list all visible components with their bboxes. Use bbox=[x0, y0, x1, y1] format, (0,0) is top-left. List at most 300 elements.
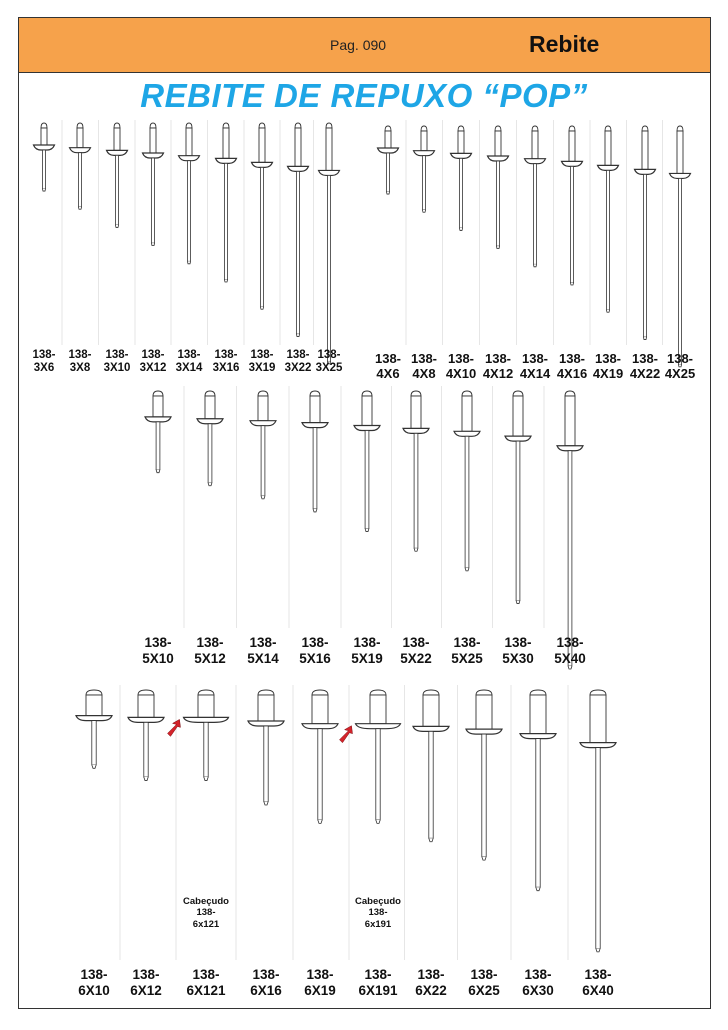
rivet-tip bbox=[151, 243, 154, 246]
rivet-code bbox=[64, 967, 124, 998]
rivet-flange bbox=[252, 162, 273, 167]
rivet-mandrel bbox=[606, 170, 609, 309]
rivet-flange bbox=[107, 150, 128, 155]
rivet-code bbox=[540, 635, 600, 666]
code-prefix: 138- bbox=[402, 635, 430, 650]
rivet-flange bbox=[76, 716, 112, 721]
rivet-6x40 bbox=[580, 690, 616, 952]
rivet-cap bbox=[462, 391, 472, 396]
rivet-tip bbox=[496, 246, 499, 249]
code-size: 5X12 bbox=[194, 650, 226, 666]
code-size: 3X19 bbox=[248, 362, 276, 375]
rivet-code bbox=[176, 967, 236, 998]
rivet-tip bbox=[422, 210, 425, 213]
rivet-tip bbox=[264, 802, 268, 806]
code-size: 3X12 bbox=[139, 362, 167, 375]
rivet-3x14 bbox=[179, 123, 200, 264]
code-prefix: 138- bbox=[177, 349, 201, 361]
code-prefix: 138- bbox=[286, 349, 310, 361]
rivet-tip bbox=[414, 548, 418, 551]
rivet-sleeve bbox=[186, 128, 192, 156]
rivet-sleeve bbox=[590, 695, 606, 743]
rivet-6x30 bbox=[520, 690, 556, 891]
rivet-mandrel bbox=[208, 424, 212, 483]
rivet-sleeve bbox=[642, 131, 648, 169]
rivet-4x12 bbox=[488, 126, 509, 249]
code-size: 6X191 bbox=[358, 982, 398, 998]
rivet-code bbox=[236, 967, 296, 998]
rivet-mandrel bbox=[422, 156, 425, 210]
rivet-tip bbox=[261, 496, 265, 499]
rivet-6x121 bbox=[184, 690, 229, 781]
rivet-mandrel bbox=[261, 426, 265, 496]
rivet-tip bbox=[318, 820, 322, 824]
rivet-mandrel bbox=[414, 433, 418, 548]
rivet-cap bbox=[423, 690, 439, 695]
rivet-5x10 bbox=[145, 391, 171, 473]
rivet-5x16 bbox=[302, 391, 328, 512]
rivet-flange bbox=[288, 166, 309, 171]
rivet-tip bbox=[386, 192, 389, 195]
rivet-3x8 bbox=[70, 123, 91, 209]
code-prefix: 138- bbox=[192, 967, 220, 982]
rivet-cap bbox=[362, 391, 372, 396]
rivet-sleeve bbox=[258, 396, 268, 421]
code-size: 3X6 bbox=[33, 362, 55, 375]
rivet-sleeve bbox=[385, 131, 391, 148]
rivet-5x14 bbox=[250, 391, 276, 499]
rivet-tip bbox=[260, 307, 263, 310]
section-title: Rebite bbox=[529, 31, 600, 57]
code-prefix: 138- bbox=[249, 635, 277, 650]
rivet-tip bbox=[208, 483, 212, 486]
code-size: 4X12 bbox=[482, 365, 514, 381]
code-prefix: 138- bbox=[558, 351, 586, 366]
rivet-cap bbox=[513, 391, 523, 396]
code-size: 6X30 bbox=[522, 982, 554, 998]
rivet-mandrel bbox=[78, 153, 81, 207]
rivet-mandrel bbox=[42, 150, 45, 189]
rivet-tip bbox=[115, 225, 118, 228]
rivet-6x16 bbox=[248, 690, 284, 805]
rivet-tip bbox=[459, 228, 462, 231]
rivet-6x10 bbox=[76, 690, 112, 768]
code-size: 3X16 bbox=[212, 362, 240, 375]
note-line: 138- bbox=[196, 907, 216, 919]
rivet-5x12 bbox=[197, 391, 223, 486]
rivet-flange bbox=[562, 161, 583, 166]
rivet-code bbox=[116, 967, 176, 998]
rivet-5x40 bbox=[557, 391, 583, 669]
code-prefix: 138- bbox=[504, 635, 532, 650]
note-line: 6x121 bbox=[192, 918, 220, 930]
code-size: 5X30 bbox=[502, 650, 534, 666]
rivet-3x10 bbox=[107, 123, 128, 227]
rivet-sleeve bbox=[462, 396, 472, 431]
rivet-mandrel bbox=[204, 722, 208, 777]
rivet-cap bbox=[138, 690, 154, 695]
rivet-flange bbox=[197, 419, 223, 424]
rivet-4x14 bbox=[525, 126, 546, 267]
rivet-3x22 bbox=[288, 123, 309, 337]
rivet-mandrel bbox=[151, 158, 154, 243]
code-prefix: 138- bbox=[252, 967, 280, 982]
code-prefix: 138- bbox=[666, 351, 694, 366]
rivet-6x191 bbox=[356, 690, 401, 823]
rivet-tip bbox=[376, 820, 380, 824]
rivet-4x25 bbox=[670, 126, 691, 367]
rivet-cap bbox=[458, 126, 464, 131]
big-head-note bbox=[171, 896, 241, 930]
code-prefix: 138- bbox=[353, 635, 381, 650]
rivet-code bbox=[290, 967, 350, 998]
code-size: 4X16 bbox=[556, 365, 588, 381]
rivet-sleeve bbox=[153, 396, 163, 417]
rivet-flange bbox=[70, 148, 91, 153]
rivet-mandrel bbox=[115, 155, 118, 225]
rivet-mandrel bbox=[376, 729, 380, 820]
code-size: 3X8 bbox=[69, 362, 91, 375]
rivet-flange bbox=[250, 421, 276, 426]
rivet-sleeve bbox=[476, 695, 492, 729]
rivet-flange bbox=[378, 148, 399, 153]
rivet-mandrel bbox=[596, 748, 600, 949]
code-prefix: 138- bbox=[470, 967, 498, 982]
rivet-cap bbox=[495, 126, 501, 131]
code-prefix: 138- bbox=[584, 967, 612, 982]
rivet-cap bbox=[565, 391, 575, 396]
rivet-cap bbox=[385, 126, 391, 131]
code-size: 6X25 bbox=[468, 982, 500, 998]
rivet-cap bbox=[532, 126, 538, 131]
rivet-flange bbox=[179, 156, 200, 161]
rivet-flange bbox=[403, 428, 429, 433]
rivet-mandrel bbox=[386, 153, 389, 192]
code-size: 3X14 bbox=[175, 362, 203, 375]
rivet-tip bbox=[516, 601, 520, 604]
rivet-5x30 bbox=[505, 391, 531, 604]
code-prefix: 138- bbox=[521, 351, 549, 366]
rivet-sleeve bbox=[421, 131, 427, 151]
code-size: 5X10 bbox=[142, 650, 174, 666]
rivet-cap bbox=[86, 690, 102, 695]
rivet-4x19 bbox=[598, 126, 619, 312]
rivet-mandrel bbox=[327, 175, 330, 361]
code-size: 5X40 bbox=[554, 650, 586, 666]
rivet-sleeve bbox=[458, 131, 464, 153]
rivet-cap bbox=[569, 126, 575, 131]
code-size: 6X121 bbox=[186, 982, 226, 998]
rivet-flange bbox=[216, 158, 237, 163]
rivet-flange bbox=[451, 153, 472, 158]
code-size: 5X16 bbox=[299, 650, 331, 666]
rivet-4x10 bbox=[451, 126, 472, 230]
code-prefix: 138- bbox=[32, 349, 56, 361]
rivet-cap bbox=[186, 123, 192, 128]
rivet-4x22 bbox=[635, 126, 656, 340]
rivet-4x6 bbox=[378, 126, 399, 194]
rivet-flange bbox=[520, 734, 556, 739]
code-size: 6X12 bbox=[130, 982, 162, 998]
rivet-sleeve bbox=[312, 695, 328, 724]
rivet-cap bbox=[411, 391, 421, 396]
rivet-mandrel bbox=[496, 161, 499, 246]
code-prefix: 138- bbox=[374, 351, 402, 366]
code-prefix: 138- bbox=[556, 635, 584, 650]
code-prefix: 138- bbox=[410, 351, 438, 366]
rivet-code bbox=[401, 967, 461, 998]
rivet-tip bbox=[533, 264, 536, 267]
rivet-3x16 bbox=[216, 123, 237, 282]
rivet-code bbox=[348, 967, 408, 998]
code-size: 4X14 bbox=[519, 365, 551, 381]
rivet-sleeve bbox=[423, 695, 439, 726]
note-line: Cabeçudo bbox=[355, 896, 401, 907]
rivet-3x6 bbox=[34, 123, 55, 191]
rivet-mandrel bbox=[465, 436, 469, 568]
rivet-sleeve bbox=[86, 695, 102, 716]
rivet-flange bbox=[505, 436, 531, 441]
rivet-flange bbox=[557, 446, 583, 451]
rivet-mandrel bbox=[187, 161, 190, 262]
code-size: 4X10 bbox=[445, 365, 477, 381]
rivet-cap bbox=[150, 123, 156, 128]
code-size: 5X22 bbox=[400, 650, 432, 666]
rivet-tip bbox=[296, 334, 299, 337]
rivet-cap bbox=[259, 123, 265, 128]
rivet-tip bbox=[570, 282, 573, 285]
rivet-sleeve bbox=[150, 128, 156, 153]
rivet-tip bbox=[92, 765, 96, 769]
code-prefix: 138- bbox=[594, 351, 622, 366]
rivet-cap bbox=[41, 123, 47, 128]
rivet-flange bbox=[34, 145, 55, 150]
rivet-tip bbox=[606, 310, 609, 313]
rivet-code bbox=[508, 967, 568, 998]
rivet-cap bbox=[530, 690, 546, 695]
rivet-5x19 bbox=[354, 391, 380, 532]
rivet-mandrel bbox=[429, 731, 433, 838]
rivet-sleeve bbox=[605, 131, 611, 165]
rivet-cap bbox=[312, 690, 328, 695]
rivet-mandrel bbox=[318, 729, 322, 820]
rivet-6x25 bbox=[466, 690, 502, 860]
rivet-flange bbox=[145, 417, 171, 422]
rivet-cap bbox=[153, 391, 163, 396]
note-line: 138- bbox=[368, 907, 388, 919]
note-line: 6x191 bbox=[364, 918, 392, 930]
code-size: 6X40 bbox=[582, 982, 614, 998]
rivet-cap bbox=[77, 123, 83, 128]
code-prefix: 138- bbox=[453, 635, 481, 650]
rivet-6x22 bbox=[413, 690, 449, 842]
code-size: 3X10 bbox=[103, 362, 131, 375]
rivet-mandrel bbox=[536, 739, 540, 888]
rivet-mandrel bbox=[570, 166, 573, 282]
rivet-6x12 bbox=[128, 690, 164, 781]
rivet-cap bbox=[590, 690, 606, 695]
rivet-cap bbox=[258, 690, 274, 695]
rivet-sleeve bbox=[259, 128, 265, 162]
rivet-mandrel bbox=[482, 734, 486, 857]
rivet-4x8 bbox=[414, 126, 435, 212]
rivet-sleeve bbox=[677, 131, 683, 173]
rivet-tip bbox=[204, 777, 208, 781]
rivet-tip bbox=[187, 261, 190, 264]
rivet-mandrel bbox=[678, 178, 681, 364]
code-size: 3X25 bbox=[315, 362, 343, 375]
rivet-mandrel bbox=[313, 428, 317, 509]
rivet-tip bbox=[482, 857, 486, 861]
rivet-sleeve bbox=[258, 695, 274, 721]
rivet-mandrel bbox=[533, 164, 536, 265]
code-prefix: 138- bbox=[80, 967, 108, 982]
rivet-sleeve bbox=[138, 695, 154, 717]
rivet-flange bbox=[143, 153, 164, 158]
rivet-cap bbox=[295, 123, 301, 128]
note-line: Cabeçudo bbox=[183, 896, 229, 907]
rivet-flange bbox=[670, 173, 691, 178]
rivet-tip bbox=[78, 207, 81, 210]
rivet-flange bbox=[128, 717, 164, 722]
code-size: 6X19 bbox=[304, 982, 336, 998]
rivet-cap bbox=[258, 391, 268, 396]
rivet-3x25 bbox=[319, 123, 340, 364]
code-prefix: 138- bbox=[105, 349, 129, 361]
rivet-mandrel bbox=[568, 451, 572, 666]
rivet-flange bbox=[354, 426, 380, 431]
rivet-sleeve bbox=[411, 396, 421, 428]
rivet-cap bbox=[198, 690, 214, 695]
rivet-sleeve bbox=[295, 128, 301, 166]
rivet-6x19 bbox=[302, 690, 338, 823]
rivet-mandrel bbox=[459, 158, 462, 228]
rivet-cap bbox=[677, 126, 683, 131]
code-prefix: 138- bbox=[141, 349, 165, 361]
rivet-sleeve bbox=[223, 128, 229, 158]
rivet-code bbox=[568, 967, 628, 998]
rivet-flange bbox=[598, 165, 619, 170]
rivet-flange bbox=[302, 724, 338, 729]
rivet-tip bbox=[568, 666, 572, 669]
rivet-5x25 bbox=[454, 391, 480, 571]
code-size: 6X22 bbox=[415, 982, 447, 998]
rivet-sleeve bbox=[569, 131, 575, 161]
rivet-cap bbox=[605, 126, 611, 131]
rivet-flange bbox=[414, 151, 435, 156]
code-prefix: 138- bbox=[364, 967, 392, 982]
rivet-mandrel bbox=[224, 163, 227, 279]
rivet-flange bbox=[488, 156, 509, 161]
rivet-tip bbox=[643, 337, 646, 340]
rivet-sleeve bbox=[532, 131, 538, 159]
code-prefix: 138- bbox=[631, 351, 659, 366]
code-prefix: 138- bbox=[214, 349, 238, 361]
rivet-sleeve bbox=[205, 396, 215, 419]
rivet-flange bbox=[413, 726, 449, 731]
rivet-code bbox=[233, 635, 293, 666]
rivet-code bbox=[488, 635, 548, 666]
rivet-4x16 bbox=[562, 126, 583, 285]
rivet-sleeve bbox=[370, 695, 386, 724]
code-prefix: 138- bbox=[417, 967, 445, 982]
code-size: 4X22 bbox=[629, 365, 661, 381]
rivet-5x22 bbox=[403, 391, 429, 551]
rivet-mandrel bbox=[264, 726, 268, 802]
code-size: 4X8 bbox=[412, 365, 436, 381]
red-arrow-icon bbox=[340, 726, 353, 743]
page-number: Pag. 090 bbox=[330, 37, 387, 53]
rivet-tip bbox=[429, 838, 433, 842]
rivet-sleeve bbox=[530, 695, 546, 734]
rivet-cap bbox=[421, 126, 427, 131]
rivet-sleeve bbox=[198, 695, 214, 717]
rivet-cap bbox=[370, 690, 386, 695]
code-prefix: 138- bbox=[132, 967, 160, 982]
rivet-tip bbox=[313, 509, 317, 512]
rivet-flange bbox=[302, 423, 328, 428]
rivet-tip bbox=[224, 279, 227, 282]
rivet-flange bbox=[525, 159, 546, 164]
rivet-tip bbox=[42, 189, 45, 192]
rivet-flange bbox=[319, 170, 340, 175]
rivet-mandrel bbox=[144, 722, 148, 777]
rivet-sleeve bbox=[326, 128, 332, 170]
rivet-mandrel bbox=[296, 171, 299, 334]
catalog-title: REBITE DE REPUXO “POP” bbox=[140, 77, 588, 114]
rivet-sleeve bbox=[513, 396, 523, 436]
rivet-flange bbox=[635, 169, 656, 174]
rivet-tip bbox=[596, 948, 600, 952]
code-prefix: 138- bbox=[144, 635, 172, 650]
code-size: 5X25 bbox=[451, 650, 483, 666]
rivet-code bbox=[454, 967, 514, 998]
rivet-mandrel bbox=[365, 431, 369, 529]
rivet-code bbox=[180, 635, 240, 666]
rivet-sleeve bbox=[310, 396, 320, 423]
rivet-code bbox=[650, 352, 710, 382]
rivet-flange bbox=[466, 729, 502, 734]
rivet-cap bbox=[326, 123, 332, 128]
rivet-tip bbox=[365, 529, 369, 532]
rivet-flange bbox=[248, 721, 284, 726]
rivet-mandrel bbox=[92, 721, 96, 765]
rivet-mandrel bbox=[260, 167, 263, 306]
code-prefix: 138- bbox=[484, 351, 512, 366]
rivet-sleeve bbox=[565, 396, 575, 446]
rivet-sleeve bbox=[362, 396, 372, 426]
rivet-tip bbox=[536, 887, 540, 891]
rivet-cap bbox=[310, 391, 320, 396]
rivet-tip bbox=[156, 470, 160, 473]
rivet-mandrel bbox=[156, 422, 160, 470]
code-size: 4X25 bbox=[664, 365, 696, 381]
rivet-cap bbox=[205, 391, 215, 396]
rivet-flange bbox=[454, 431, 480, 436]
rivet-code bbox=[128, 635, 188, 666]
rivet-code bbox=[285, 635, 345, 666]
code-prefix: 138- bbox=[301, 635, 329, 650]
rivet-flange bbox=[184, 717, 229, 722]
rivet-3x19 bbox=[252, 123, 273, 309]
rivet-flange bbox=[580, 743, 616, 748]
code-size: 3X22 bbox=[284, 362, 312, 375]
rivet-tip bbox=[144, 777, 148, 781]
rivet-sleeve bbox=[77, 128, 83, 148]
code-size: 5X14 bbox=[247, 650, 279, 666]
rivet-3x12 bbox=[143, 123, 164, 246]
rivet-sleeve bbox=[495, 131, 501, 156]
